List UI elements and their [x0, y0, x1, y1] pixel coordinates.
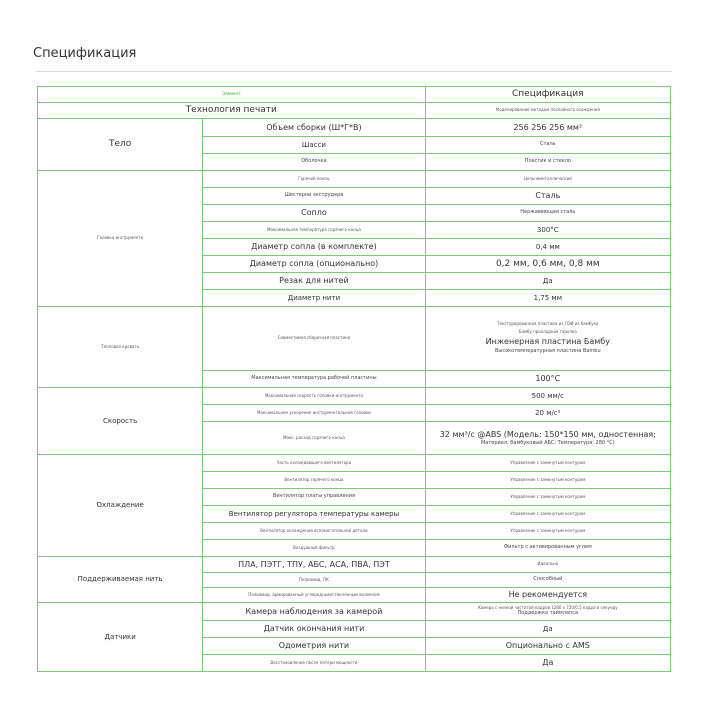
row-label: Вентилятор охлаждения вспомогательной детали [203, 523, 425, 540]
row-value: Фильтр с активированным углем [425, 540, 670, 557]
group-label-body: Тело [38, 119, 203, 171]
row-value: Управление с замкнутым контуром [425, 523, 670, 540]
row-label: Восстановление после потери мощности [203, 655, 425, 672]
row-value: Нержавеющая сталь [425, 205, 670, 222]
group-label-sensors: Датчики [38, 603, 203, 672]
row-value: 256 256 256 мм² [425, 119, 670, 137]
row-label: Вентилятор платы управления [203, 489, 425, 506]
row-value: Управление с замкнутым контуром [425, 489, 670, 506]
row-value: 0,2 мм, 0,6 мм, 0,8 мм [425, 256, 670, 273]
row-value: Сталь [425, 137, 670, 154]
row-label: Горячий конец [203, 171, 425, 188]
row-value: 100°C [425, 371, 670, 388]
row-value: Да [425, 273, 670, 290]
table-row [38, 603, 671, 621]
camera-value [425, 603, 670, 621]
group-label-cooling: Охлаждение [38, 455, 203, 557]
row-label: Совместимая сборочная пластина [203, 307, 425, 371]
header-spec: Спецификация [425, 87, 670, 103]
camera-value-line: Камера с низкой частотой кадров 1280 x 720/0,5 кадра в секунду [477, 605, 618, 611]
table-row [38, 103, 671, 119]
row-value: 20 м/с² [425, 405, 670, 422]
table-row [38, 455, 671, 472]
camera-value-line: Поддержка таймлапса [517, 609, 579, 616]
row-label: Максимальная скорость головки инструмента [203, 388, 425, 405]
row-value: Не рекомендуется [425, 588, 670, 603]
group-label-toolhead: Головка инструмента [38, 171, 203, 307]
row-label: Макс. расход горячего конца [203, 422, 425, 455]
table-row [38, 119, 671, 137]
flow-value [425, 422, 670, 455]
plate-option: Бамбу прохладная тарелка [518, 328, 577, 334]
row-label: Датчик окончания нити [203, 621, 425, 638]
row-label: Объем сборки (Ш*Г*В) [203, 119, 425, 137]
spec-table [37, 86, 671, 672]
row-value: Управление с замкнутым контуром [425, 455, 670, 472]
row-label: Полиамид, армированный углеродным/стеклянным волокном [203, 588, 425, 603]
row-value: Способный [425, 573, 670, 588]
plate-option: Высокотемпературная пластина Bambu [494, 348, 601, 355]
row-label: Оболочка [203, 154, 425, 171]
row-label: Воздушный фильтр [203, 540, 425, 557]
row-label: Максимальная температура горячего конца [203, 222, 425, 239]
row-value: Цельнометаллический [425, 171, 670, 188]
table-row [38, 388, 671, 405]
row-value: 300°C [425, 222, 670, 239]
row-label: Часть охлаждающего вентилятора [203, 455, 425, 472]
row-label: Сопло [203, 205, 425, 222]
header-element: Элемент [38, 87, 426, 103]
row-label: Технология печати [38, 103, 426, 119]
group-label-heatbed: Тепловая кровать [38, 307, 203, 388]
row-value: 0,4 мм [425, 239, 670, 256]
row-value: Да [425, 621, 670, 638]
page-title: Спецификация [33, 46, 137, 61]
row-label: Шестерни экструдера [203, 188, 425, 205]
row-label: Резак для нитей [203, 273, 425, 290]
row-value: Идеально [425, 557, 670, 573]
flow-value-line: Материал: бамбуковый АБС; Температура: 280 °C) [480, 439, 615, 446]
row-value: 500 мм/с [425, 388, 670, 405]
row-label: Шасси [203, 137, 425, 154]
row-label: Диаметр сопла (в комплекте) [203, 239, 425, 256]
row-label: Вентилятор горячего конца [203, 472, 425, 489]
plate-options [425, 307, 670, 371]
row-value: 1,75 мм [425, 290, 670, 307]
row-label: Максимальное ускорение инструментальной головки [203, 405, 425, 422]
row-label: Максимальная температура рабочей пластины [203, 371, 425, 388]
plate-option: Инженерная пластина Бамбу [485, 337, 610, 347]
row-value: Опционально с AMS [425, 638, 670, 655]
table-header-row [38, 87, 671, 103]
row-value: Управление с замкнутым контуром [425, 506, 670, 523]
title-divider [36, 71, 672, 72]
group-label-filament: Поддерживаемая нить [38, 557, 203, 603]
table-row [38, 307, 671, 371]
row-label: Камера наблюдения за камерой [203, 603, 425, 621]
row-label: ПЛА, ПЭТГ, ТПУ, АБС, АСА, ПВА, ПЭТ [203, 557, 425, 573]
flow-value-line: 32 мм³/с @ABS (Модель: 150*150 мм, одностенная; [439, 429, 656, 439]
group-label-speed: Скорость [38, 388, 203, 455]
row-value: Моделирование методом послойного осаждения [425, 103, 670, 119]
row-label: Полиамид, ПК [203, 573, 425, 588]
row-label: Вентилятор регулятора температуры камеры [203, 506, 425, 523]
plate-option: Текстурированная пластина из ПЭИ из бамбука [497, 320, 599, 326]
row-label: Диаметр нити [203, 290, 425, 307]
row-value: Управление с замкнутым контуром [425, 472, 670, 489]
row-value: Пластик и стекло [425, 154, 670, 171]
table-row [38, 557, 671, 573]
row-value: Да [425, 655, 670, 672]
table-row [38, 171, 671, 188]
row-label: Диаметр сопла (опционально) [203, 256, 425, 273]
row-label: Одометрия нити [203, 638, 425, 655]
row-value: Сталь [425, 188, 670, 205]
